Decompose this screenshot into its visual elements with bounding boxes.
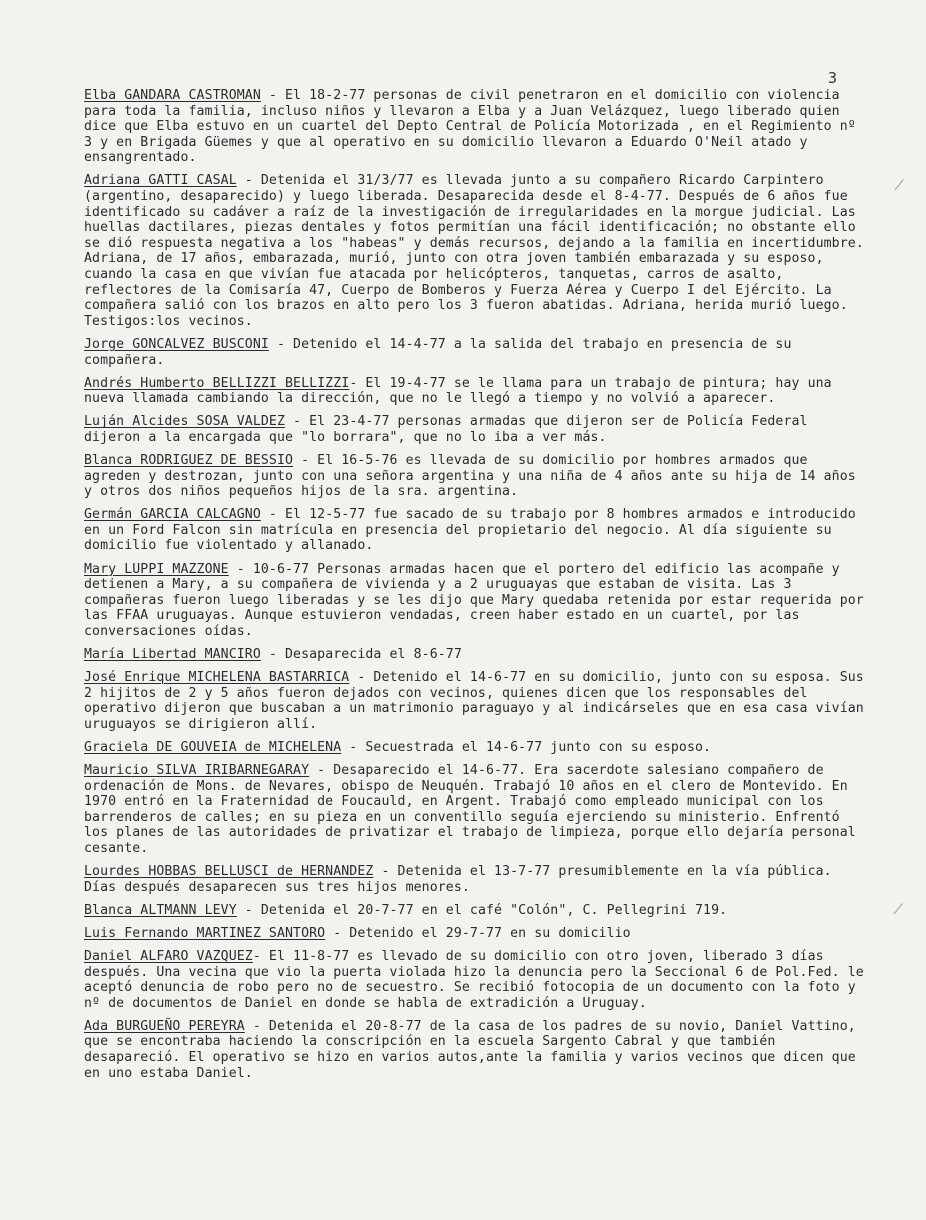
- margin-pencil-mark: ⁄: [898, 178, 901, 194]
- entry-hobbas: [84, 864, 864, 895]
- entry-name: José Enrique MICHELENA BASTARRICA: [84, 670, 350, 686]
- entry-text: - Detenida el 20-8-77 de la casa de los padres de su novio, Daniel Vattino, que se encontraba haciendo la conscripción en la escuela Sargento Cabral y que también desapareció. El operativo se hizo en varios autos,ante la familia y varios vecinos que dicen que en uno estaba Daniel.: [84, 1018, 864, 1081]
- entry-text: - Detenida el 31/3/77 es llevada junto a su compañero Ricardo Carpintero (argentino, desaparecido) y luego liberada. Desaparecida desde el 8-4-77. Después de 6 años fue identificado su cadáver a raíz de la investigación de irregularidades en la morgue judicial. Las huellas dactilares, piezas dentales y fotos permitían una fácil identificación; no obstante ello se dió respuesta negativa a los "habeas" y demás recursos, dejando a la familia en incertidumbre. Adriana, de 17 años, embarazada, murió, junto con otra joven también embarazada y su esposo, cuando la casa en que vivían fue atacada por helicópteros, tanquetas, carros de asalto, reflectores de la Comisaría 47, Cuerpo de Bomberos y Fuerza Aérea y Cuerpo I del Ejército. La compañera salió con los brazos en alto pero los 3 fueron abatidas. Adriana, herida murió luego. Testigos:los vecinos.: [84, 173, 872, 329]
- margin-pencil-mark: ⁄: [897, 902, 900, 918]
- entry-alfaro: [84, 949, 872, 1011]
- entry-text: - Desaparecido el 14-6-77. Era sacerdote salesiano compañero de ordenación de Mons. de Nevares, obispo de Neuquén. Trabajó 10 años en el clero de Montevido. En 1970 entró en la Fraternidad de Foucauld, en Argent. Trabajó como empleado municipal con los barrenderos de calles; en su pieza en un conventillo seguía ejerciendo su ministerio. Enfrentó los planes de las autoridades de privatizar el trabajo de limpieza, porque ello dejaría personal cesante.: [84, 763, 864, 857]
- entry-bellizzi: [84, 376, 864, 407]
- entry-name: Ada BURGUEÑO PEREYRA: [84, 1018, 245, 1034]
- entry-name: María Libertad MANCIRO: [84, 647, 261, 662]
- entry-text: - El 12-5-77 fue sacado de su trabajo por 8 hombres armados e introducido en un Ford Falcon sin matrícula en presencia del propietario del negocio. Al día siguiente su domicilio fue violentado y allanado.: [84, 507, 864, 554]
- entry-de-gouveia: [84, 740, 864, 756]
- entry-name: Daniel ALFARO VAZQUEZ: [84, 949, 253, 964]
- entry-name: Mauricio SILVA IRIBARNEGARAY: [84, 763, 310, 779]
- entry-altmann: [84, 903, 864, 919]
- entry-text: - Detenida el 13-7-77 presumiblemente en la vía pública. Días después desaparecen sus tres hijos menores.: [84, 864, 840, 895]
- entry-manciro: [84, 647, 864, 663]
- entry-text: - Secuestrada el 14-6-77 junto con su esposo.: [341, 739, 712, 755]
- page-number: 3: [828, 69, 838, 87]
- entry-text: - Detenido el 29-7-77 en su domicilio: [325, 925, 631, 941]
- entry-text: - El 18-2-77 personas de civil penetraron en el domicilio con violencia para toda la familia, incluso niños y llevaron a Elba y a Juan Velázquez, luego liberado quien dice que Elba estuvo en un cuartel del Depto Central de Policía Motorizada , en el Regimiento nº 3 y en Brigada Güemes y que al operativo en su domicilio llevaron a Eduardo O'Neil atado y ensangrentado.: [84, 88, 864, 166]
- entry-name: Graciela DE GOUVEIA de MICHELENA: [84, 739, 342, 755]
- entry-name: Blanca RODRIGUEZ DE BESSIO: [84, 452, 294, 468]
- entry-garcia: [84, 507, 864, 554]
- entry-text: - El 16-5-76 es llevada de su domicilio por hombres armados que agreden y destrozan, junto con una señora argentina y una niña de 4 años ante su hija de 14 años y otros dos niños pequeños hijos de la sra. argentina.: [84, 452, 864, 500]
- entry-martinez: [84, 926, 864, 942]
- entry-name: Luján Alcides SOSA VALDEZ: [84, 414, 285, 430]
- entry-goncalvez: [84, 337, 864, 368]
- entry-text: - 10-6-77 Personas armadas hacen que el portero del edificio las acompañe y detienen a Mary, a su compañera de vivienda y a 2 uruguayas que estaban de visita. Las 3 compañeras fueron luego liberadas y se les dijo que Mary quedaba retenida por estar requerida por las FFAA uruguayas. Aunque estuvieron vendadas, creen haber estado en un cuartel, por las conversaciones oídas.: [84, 561, 872, 639]
- entry-rodriguez: [84, 453, 864, 500]
- entry-name: Lourdes HOBBAS BELLUSCI de HERNANDEZ: [84, 864, 374, 880]
- entry-name: Blanca ALTMANN LEVY: [84, 902, 237, 918]
- entry-text: - Detenido el 14-6-77 en su domicilio, junto con su esposa. Sus 2 hijitos de 2 y 5 años fueron dejados con vecinos, quienes dicen que los responsables del operativo dijeron que buscaban a un matrimonio paraguayo y al indicárseles que en esa casa vivían uruguayos se dirigieron allí.: [84, 670, 872, 732]
- entry-name: Mary LUPPI MAZZONE: [84, 561, 229, 577]
- entry-burgueno: [84, 1019, 864, 1081]
- entry-text: - El 11-8-77 es llevado de su domicilio con otro joven, liberado 3 días después. Una vecina que vio la puerta violada hizo la denuncia pero la Seccional 6 de Pol.Fed. le aceptó denuncia de robo pero no de secuestro. Se recibió fotocopia de un documento con la foto y nº de documentos de Daniel en donde se habla de extradición a Uruguay.: [84, 949, 872, 1011]
- entry-gandara: [84, 88, 864, 166]
- entry-luppi: [84, 561, 872, 640]
- entry-text: - Detenido el 14-4-77 a la salida del trabajo en presencia de su compañera.: [84, 336, 800, 368]
- entry-text: - El 23-4-77 personas armadas que dijeron ser de Policía Federal dijeron a la encargada que "lo borrara", que no lo iba a ver más.: [84, 414, 816, 445]
- entry-michelena: [84, 670, 872, 732]
- entry-name: Germán GARCIA CALCAGNO: [84, 507, 261, 523]
- entry-name: Elba GANDARA CASTROMAN: [84, 88, 261, 103]
- entry-silva: [84, 763, 864, 857]
- entry-text: - El 19-4-77 se le llama para un trabajo de pintura; hay una nueva llamada cambiando la dirección, que no le llegó a tiempo y no volvió a aparecer.: [84, 375, 840, 407]
- entry-name: Luis Fernando MARTINEZ SANTORO: [84, 925, 326, 941]
- entry-name: Adriana GATTI CASAL: [84, 173, 237, 189]
- entry-name: Jorge GONCALVEZ BUSCONI: [84, 336, 269, 352]
- entry-gatti: [84, 173, 872, 329]
- entries-list: [84, 88, 872, 1089]
- entry-text: - Desaparecida el 8-6-77: [260, 647, 462, 662]
- entry-name: Andrés Humberto BELLIZZI BELLIZZI: [84, 375, 350, 391]
- entry-sosa: [84, 414, 864, 445]
- entry-text: - Detenida el 20-7-77 en el café "Colón", C. Pellegrini 719.: [236, 902, 728, 918]
